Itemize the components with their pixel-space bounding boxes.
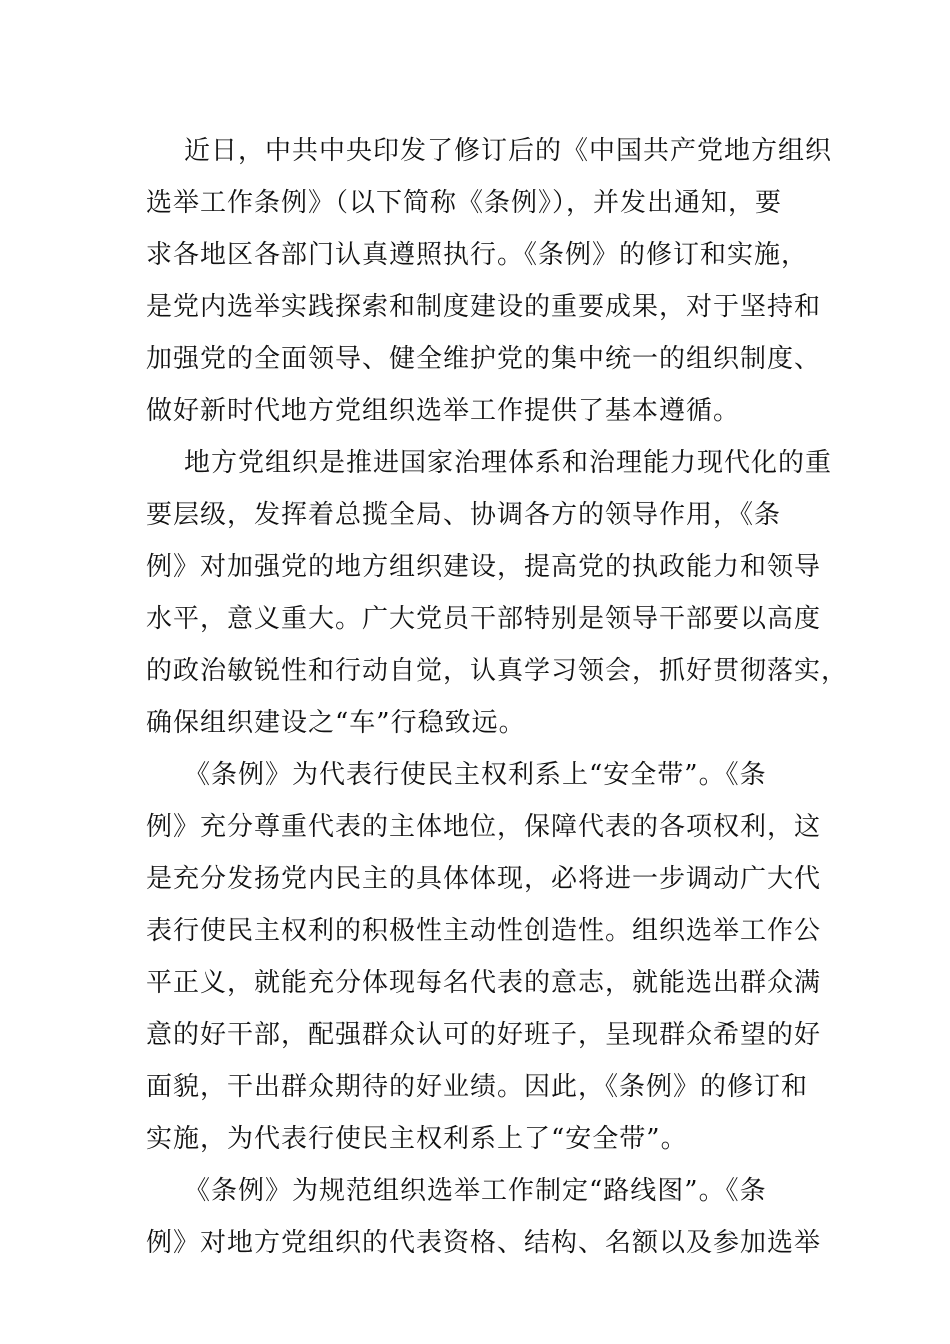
- paragraph-1-line-2: 选举工作条例》（以下简称《条例》），并发出通知，要: [146, 188, 783, 218]
- paragraph-3-line-4: 表行使民主权利的积极性主动性创造性。组织选举工作公: [146, 916, 822, 946]
- document-body: [146, 125, 849, 1269]
- paragraph-3-line-2: 例》充分尊重代表的主体地位，保障代表的各项权利，这: [146, 812, 822, 842]
- paragraph-2-line-2: 要层级，发挥着总揽全局、协调各方的领导作用，《条: [146, 500, 782, 530]
- paragraph-3-line-1: 《条例》为代表行使民主权利系上“安全带”。《条: [184, 760, 767, 790]
- paragraph-2-line-1: 地方党组织是推进国家治理体系和治理能力现代化的重: [184, 448, 833, 478]
- paragraph-2-line-4: 水平，意义重大。广大党员干部特别是领导干部要以高度: [146, 604, 822, 634]
- paragraph-3-line-5: 平正义，就能充分体现每名代表的意志，就能选出群众满: [146, 968, 822, 998]
- paragraph-4-line-1: 《条例》为规范组织选举工作制定“路线图”。《条: [184, 1176, 767, 1206]
- paragraph-1-line-1: 近日，中共中央印发了修订后的《中国共产党地方组织: [184, 136, 833, 166]
- paragraph-3-line-8: 实施，为代表行使民主权利系上了“安全带”。: [146, 1124, 688, 1154]
- paragraph-4-line-2: 例》对地方党组织的代表资格、结构、名额以及参加选举: [146, 1228, 822, 1258]
- paragraph-2-line-5: 的政治敏锐性和行动自觉，认真学习领会，抓好贯彻落实，: [146, 656, 849, 686]
- paragraph-1-line-5: 加强党的全面领导、健全维护党的集中统一的组织制度、: [146, 344, 822, 374]
- paragraph-1-line-3: 求各地区各部门认真遵照执行。《条例》的修订和实施，: [146, 240, 809, 270]
- paragraph-2-line-6: 确保组织建设之“车”行稳致远。: [146, 708, 526, 738]
- paragraph-2-line-3: 例》对加强党的地方组织建设，提高党的执政能力和领导: [146, 552, 822, 582]
- paragraph-3-line-3: 是充分发扬党内民主的具体体现，必将进一步调动广大代: [146, 864, 822, 894]
- paragraph-3-line-7: 面貌，干出群众期待的好业绩。因此，《条例》的修订和: [146, 1072, 809, 1102]
- paragraph-1-line-4: 是党内选举实践探索和制度建设的重要成果，对于坚持和: [146, 292, 822, 322]
- paragraph-1-line-6: 做好新时代地方党组织选举工作提供了基本遵循。: [146, 396, 741, 426]
- paragraph-3-line-6: 意的好干部，配强群众认可的好班子，呈现群众希望的好: [146, 1020, 822, 1050]
